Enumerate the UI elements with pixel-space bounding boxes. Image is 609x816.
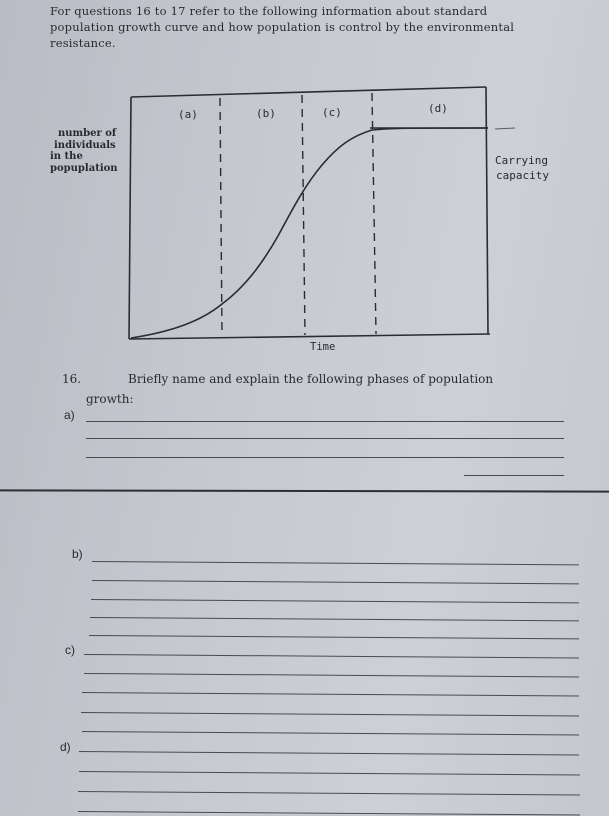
carrying-capacity-label-1: Carrying	[495, 154, 548, 167]
answer-line-b1[interactable]	[92, 561, 579, 565]
chart-frame	[129, 87, 490, 339]
answer-line-d1[interactable]	[79, 751, 579, 755]
carrying-capacity-label-2: capacity	[496, 169, 549, 182]
phase-label-a: (a)	[178, 108, 198, 121]
y-axis-label: number of individuals in the popuplation	[50, 128, 118, 174]
answer-line-b2[interactable]	[92, 580, 579, 584]
answer-line-c1[interactable]	[84, 654, 579, 658]
carrying-capacity-pointer	[495, 128, 515, 129]
part-c-label: c)	[65, 643, 75, 657]
answer-line-c3[interactable]	[82, 692, 579, 696]
x-axis-label: Time	[310, 341, 336, 353]
answer-line-b4[interactable]	[90, 617, 579, 621]
question-text: Briefly name and explain the following phases of population	[128, 372, 494, 386]
answer-line-b5[interactable]	[89, 635, 579, 639]
answer-line-a1[interactable]	[86, 421, 564, 422]
growth-curve	[131, 128, 488, 338]
question-text-continued: growth:	[86, 392, 134, 406]
part-a-label: a)	[64, 408, 75, 422]
phase-label-b: (b)	[256, 107, 276, 120]
intro-paragraph: For questions 16 to 17 refer to the following information about standard population growth curve and how population is control by the environmental resistance.	[50, 4, 515, 50]
phase-label-c: (c)	[322, 106, 342, 119]
answer-line-d3[interactable]	[78, 791, 580, 796]
answer-line-a3[interactable]	[86, 457, 564, 458]
answer-line-c4[interactable]	[81, 712, 579, 716]
phase-label-d: (d)	[428, 102, 448, 115]
part-d-label: d)	[60, 740, 71, 754]
question-number: 16.	[62, 372, 82, 386]
answer-line-c5[interactable]	[82, 731, 579, 735]
answer-line-a4[interactable]	[464, 475, 564, 476]
phase-dividers	[220, 93, 376, 336]
answer-line-c2[interactable]	[84, 673, 579, 677]
answer-line-d2[interactable]	[79, 771, 580, 775]
page-edge-divider	[0, 489, 609, 492]
population-growth-chart	[0, 0, 609, 365]
part-b-label: b)	[72, 547, 83, 561]
answer-line-b3[interactable]	[91, 599, 579, 603]
answer-line-a2[interactable]	[86, 438, 564, 439]
